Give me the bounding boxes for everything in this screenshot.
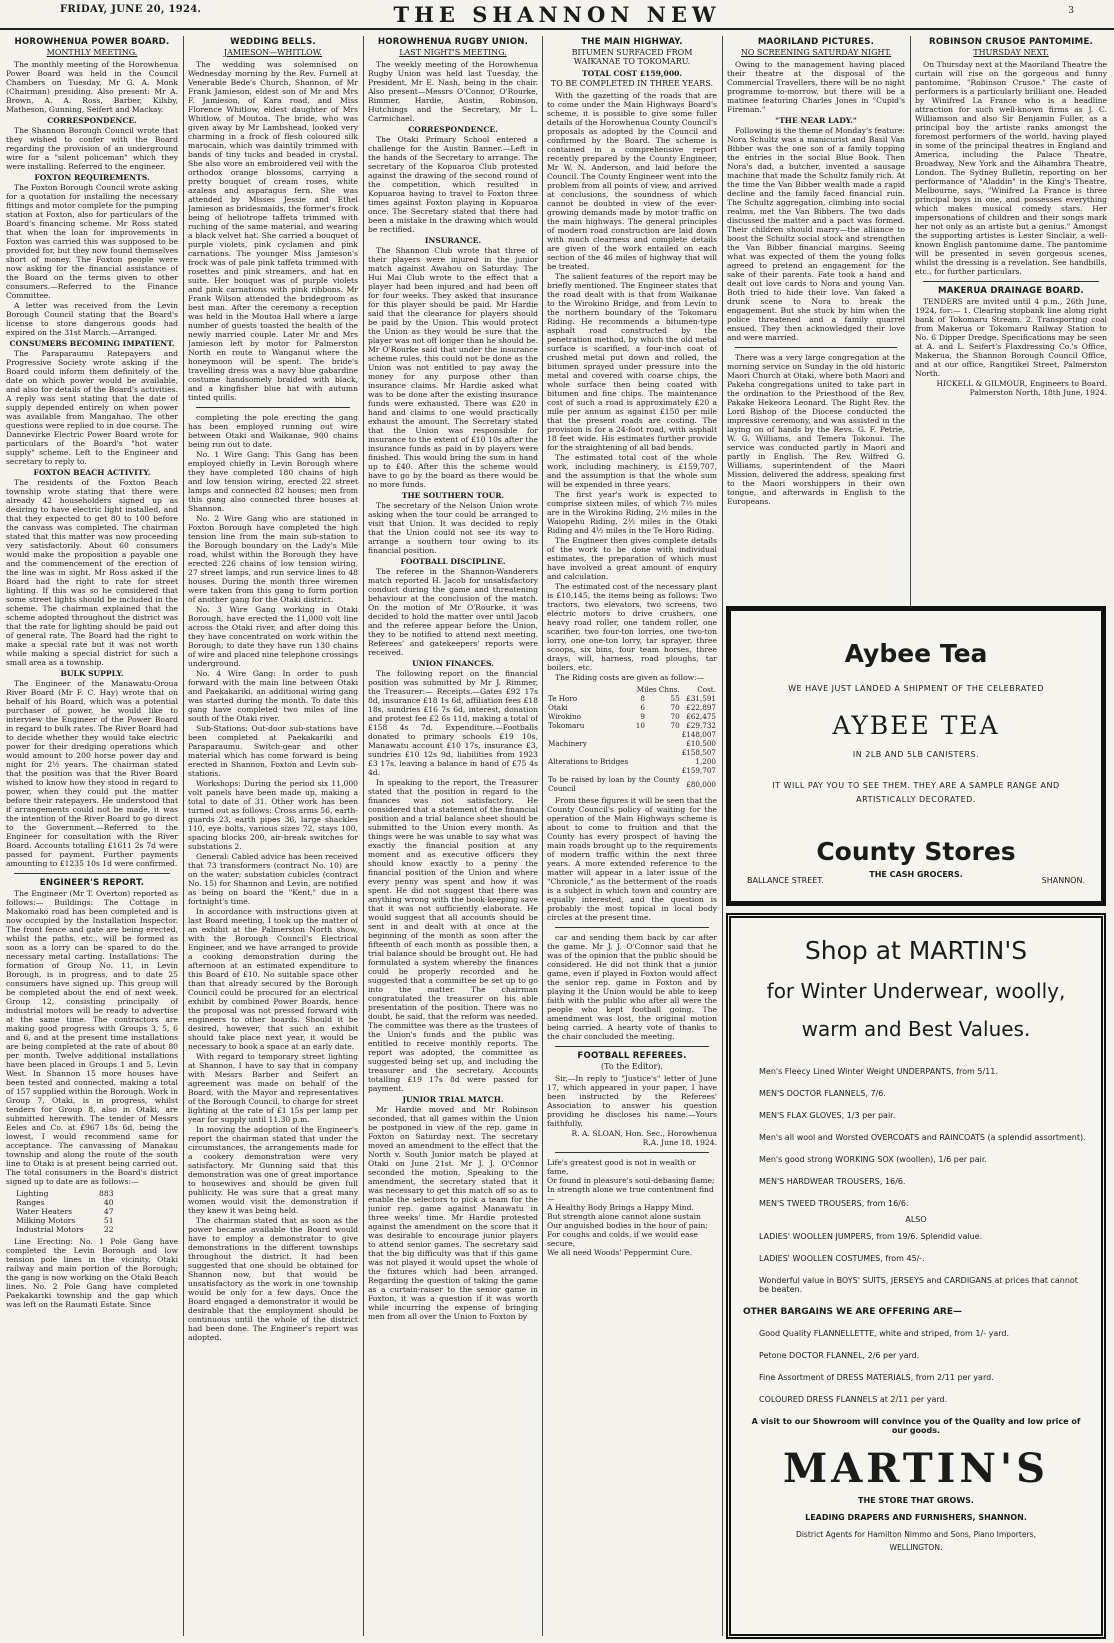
paragraph: The salient features of the report may be briefly mentioned. The Engineer states that the road dealt with is that from Waikanae to the Wirokino Bridge, and from Levin to the northern boundary of the Tokomaru Riding. He recommends a bitumen-type asphalt road constructed by the penetration method, by which the old metal surface is scarified, a four-inch coat of crushed metal put down and rolled, the bitumen sprayed under pressure into the metal and covered with coarse chips, the whole surface then being coated with bitumen and fine chips. The maintenance cost of such a road is approximately £20 a mile per annum as against £150 per mile that the present roads are costing. The provision is for a 24-foot road, with asphalt 18 feet wide. His estimates further provide for the straightening of all bad bends.	[547, 272, 717, 452]
table-row: £158,507	[681, 748, 716, 757]
store-name: County Stores	[816, 837, 1016, 866]
paragraph: Sub-Stations: Out-door sub-stations have been completed at Paekakariki and Paraparaumu. Switch-gear and other material which has come forward is being erected in Shannon, Foxton and Levin sub-stations.	[188, 724, 358, 778]
table-row: Lighting 883	[16, 1189, 114, 1198]
divider	[196, 407, 350, 408]
subheadline: JAMIESON—WHITLOW.	[223, 48, 323, 57]
signature-line: R. A. SLOAN, Hon. Sec., Horowhenua R.A. June 18, 1924.	[571, 1129, 717, 1147]
divider	[555, 1152, 709, 1153]
paragraph: The estimated total cost of the whole work, including machinery, is £159,707, and the assumption is that the whole sum will be expended in three years.	[547, 453, 717, 489]
paragraph: The referee in the Shannon-Wanderers match reported H. Jacob for unsatisfactory conduct during the game and threatening behaviour at the conclusion of the match. On the motion of Mr O'Rourke, it was decided to hold the matter over until Jacob and the referee appear before the Union, they to be notified to attend next meeting. Referees' and gatekeepers' reports were received.	[368, 567, 538, 657]
paragraph: completing the pole erecting the gang has been employed running out wire between Otaki and Waikanae, 900 chains being run out to date.	[188, 413, 358, 449]
subheadline: LAST NIGHT'S MEETING.	[399, 48, 507, 57]
paragraph: Mr Hardie moved and Mr Robinson seconded, that all games within the Union be postponed in view of the rep. game in Foxton on Saturday next. The secretary moved an amendment to the effect that the North v. South Junior match be played at Otaki on June 21st. Mr J. J. O'Connor seconded the motion. Speaking to the amendment, the secretary stated that it was necessary to get this match off so as to enable the selectors to pick a team for the junior rep. game against Manawatu in three weeks' time. Mr Hardie protested against the amendment on the score that it was desirable to encourage junior players to attend senior games. The secretary said that the big difficulty was that if this game was not played it would upset the whole of the fixtures which had been arranged. Regarding the question of taking the game as a curtain-raiser to the senior game in Foxton, it was a question if it was worth while incurring the expense of bringing men from all over the Union to Foxton by	[368, 1105, 538, 1321]
paragraph: Line Erecting: No. 1 Pole Gang have completed the Levin Borough and low tension pole lines in the vicinity, Otaki railway and main portion of the Borough; the gang is now working on the Otaki Beach lines. No. 2 Pole Gang have completed Paekakariki township and the gap which was left on the Raumati Estate. Since	[6, 1237, 178, 1309]
paragraph: A letter was received from the Levin Borough Council stating that the Board's license to store dangerous goods had expired on the 31st March.—Arranged.	[6, 301, 178, 337]
paragraph: No. 3 Wire Gang working in Otaki Borough, have erected the 11,000 volt line across the Otaki river, and after doing this they have concentrated on work within the Borough; to date they have run 130 chains of wire and placed nine telephone crossings underground.	[188, 605, 358, 668]
subheadline: BITUMEN SURFACED FROM WAIKANAE TO TOKOMARU.	[571, 48, 693, 66]
list-item: LADIES' WOOLLEN COSTUMES, from 45/-.	[759, 1254, 925, 1263]
signature-line: HICKELL & GILMOUR, Engineers to Board. Palmerston North, 18th June, 1924.	[936, 379, 1107, 397]
masthead	[0, 0, 1114, 30]
subheadline: THURSDAY NEXT.	[973, 48, 1049, 57]
article-main-highway	[547, 36, 717, 1636]
verse-line: For coughs and colds, if we would ease secure,	[547, 1230, 698, 1248]
paragraph: The chairman stated that as soon as the power became available the Board would have to employ a demonstrator to give demonstrations in the different townships throughout the district. It had been suggested that one should be obtained for Shannon now, but that would be unsatisfactory as the work in one township would be only for a few days. Once the Board engaged a demonstrator it would be desirable that the employment should be continuous until the whole of the district had been done. The Engineer's report was adopted.	[188, 1216, 358, 1342]
street: BALLANCE STREET.	[747, 876, 824, 885]
product-list	[743, 1067, 1089, 1208]
paragraph: The estimated cost of the necessary plant is £10,145, the items being as follows: Two tractors, two elevators, two screens, two electric motors to drive crushers, one heavy road roller, one tandem roller, one scarifier, two four-ton lorries, one two-ton lorry, one one-ton lorry, tar sprayer, three scoops, six bins, four team horses, three drays, will, harness, road ploughs, tar boilers, etc.	[547, 582, 717, 672]
column-rule	[910, 36, 911, 606]
verse-line: Our anguished bodies in the hour of pain;	[547, 1221, 708, 1230]
paragraph: No. 2 Wire Gang who are stationed in Foxton Borough have completed the high tension line from the main sub-station to the Borough boundary on the Lady's Mile road, whilst within the Borough they have erected 226 chains of low tension wiring, 27 street lamps, and run service lines to 48 houses. During the month three wiremen were taken from this gang to form portion of another gang for the Otaki district.	[188, 514, 358, 604]
section-label: ALSO	[905, 1215, 927, 1224]
paragraph: With the gazetting of the roads that are to come under the Main Highways Board's scheme, it is possible to give some fuller details of the Horowhenua County Council's proposals as adopted by the Council and confirmed by the Board. The scheme is contained in a comprehensive report recently prepared by the County Engineer, Mr W. N. Anderson, and laid before the Council. The County Engineer went into the problem from all points of view, and arrived at conclusions, the soundness of which cannot be doubted in view of the ever-growing demands made by motor traffic on the main highways. The general principles of modern road construction are laid down with much clearness and complete details are given of the work entailed on each section of the 46 miles of highway that will be treated.	[547, 91, 717, 271]
divider	[555, 1046, 709, 1047]
newspaper-title: THE SHANNON NEW	[393, 2, 721, 27]
section-head: CORRESPONDENCE.	[408, 125, 498, 134]
article-wedding	[188, 36, 358, 1636]
list-item: Wonderful value in BOYS' SUITS, JERSEYS and CARDIGANS at prices that cannot be beaten.	[759, 1276, 1078, 1294]
divider	[735, 347, 897, 348]
verse-line: A Healthy Body Brings a Happy Mind.	[547, 1203, 694, 1212]
article-pantomime	[915, 36, 1107, 601]
column-rule	[722, 36, 723, 1636]
table-row: £159,707	[681, 766, 716, 775]
paragraph: General: Cabled advice has been received that 73 transformers (contract No. 10) are on the water; substation cubicles (contract No. 15) for Shannon and Levin, are notified as being on board the "Kent," due in a fortnight's time.	[188, 852, 358, 906]
subheadline: (To the Editor).	[601, 1062, 663, 1071]
list-item: Petone DOCTOR FLANNEL, 2/6 per yard.	[759, 1351, 920, 1360]
column-rule	[363, 36, 364, 1636]
list-item: MEN'S HARDWEAR TROUSERS, 16/6.	[759, 1177, 906, 1186]
section-head: FOXTON REQUIREMENTS.	[34, 173, 150, 182]
paragraph: There was a very large congregation at the morning service on Sunday in the old historic Maori Church at Otaki, where both Maori and Pakeha congregations united to take part in the ordination to the Priesthood of the Rev. Pakake Hekeora Leonard. The Right Rev. the Lord Bishop of the Diocese conducted the impressive ceremony, and was assisted in the laying on of hands by the Revs. G. F. Petrie, W. G. Williams, and Temera Tokonui. The service was conducted partly in Maori and partly in English. The Rev. Wilfred G. Williams, superintendent of the Maori Mission, delivered the address, speaking first to the Maori worshippers in their own tongue, and afterwards in English to the Europeans.	[727, 353, 905, 506]
paragraph: Workshops: During the period six 11,000 volt panels have been made up, making a total to date of 31. Other work has been turned out as follows: Cross arms 56, earth-guards 23, earth pipes 36, large shackles 110, eye bolts, various sizes 72, stays 100, spacing blocks 200, air-break switches for substations 2.	[188, 779, 358, 851]
subheadline: NO SCREENING SATURDAY NIGHT.	[740, 48, 892, 57]
table-row: Tokomaru 10 70 £29,732	[548, 721, 716, 730]
section-head: JUNIOR TRIAL MATCH.	[402, 1095, 504, 1104]
store-tagline: THE CASH GROCERS.	[869, 870, 963, 879]
list-item: LADIES' WOOLLEN JUMPERS, from 19/6. Splendid value.	[759, 1232, 983, 1241]
headline: HOROWHENUA POWER BOARD.	[14, 37, 170, 47]
list-item: Fine Assortment of DRESS MATERIALS, from 2/11 per yard.	[759, 1373, 994, 1382]
table-row: Te Horo 8 55 £31,591	[548, 694, 716, 703]
article-power-board	[6, 36, 178, 1636]
product-list	[743, 1232, 1089, 1294]
ad-text: LEADING DRAPERS AND FURNISHERS, SHANNON.	[805, 1513, 1027, 1522]
paragraph: Sir,—In reply to "Justice's" letter of June 17, which appeared in your paper, I have been instructed by the Referees' Association to answer his question providing he discloses his name.—Yours faithfully,	[547, 1074, 717, 1128]
article-maoriland-pictures	[727, 36, 905, 601]
subheadline: MONTHLY MEETING.	[46, 48, 138, 57]
town: SHANNON.	[1041, 876, 1085, 885]
list-item: MEN'S TWEED TROUSERS, from 16/6.	[759, 1199, 909, 1208]
table-row: Ranges 40	[16, 1198, 114, 1207]
verse-line: In strength alone we true contentment find—	[547, 1185, 714, 1203]
paragraph: The Engineer of the Manawatu-Oroua River Board (Mr F. C. Hay) wrote that on behalf of his Board, which was a potential purchaser of power, he would like to interview the Engineer of the Power Board in regard to bulk rates. The River Board had to decide whether they would take electric power for their dredging operations which would amount to 200 horse power day and night for 2½ years. The chairman stated that the position was that the River Board wished to know how they stood in regard to power, when they could put the matter before their ratepayers. He understood that if arrangements could not be made, it was the intention of the River Board to go direct to the Government.—Referred to the Engineer for consultation with the River Board. Accounts totalling £1611 2s 7d were passed for payment. Further payments amounting to £1235 10s 1d were confirmed.	[6, 679, 178, 868]
paragraph: The weekly meeting of the Horowhenua Rugby Union was held last Tuesday, the President, Mr E. Nash, being in the chair. Also present—Messrs O'Connor, O'Rourke, Rimmer, Hardie, Austin, Robinson, Hutchings and the Secretary, Mr L. Carmichael.	[368, 60, 538, 123]
paragraph: No. 1 Wire Gang: This Gang has been employed chiefly in Levin Borough where they have completed 180 chains of high and low tension wiring, erected 22 street lamps and connected 82 houses; men from this gang also connected three houses at Shannon.	[188, 450, 358, 513]
paragraph: The Shannon Club wrote that three of their players were injured in the junior match against Awahou on Saturday. The Hui Mai Club wrote to the effect that a player had been injured and had been off for four weeks. They asked that insurance for this player should be paid. Mr Hardie said that the clearance for players should be paid by the Union. This would protect the Union as they would be sure that the player was not off longer than he should be. Mr O'Rourke said that under the insurance scheme rules, this could not be done as the Union was not entitled to pay away the money for any purpose other than insurance claims. Mr Hardie asked what was to be done after the existing insurance funds were exhausted. There was £20 in hand and claims to one would practically exhaust the amount. The Secretary stated that the Union was responsible for insurance to the extent of £10 10s after the insurance funds as paid in by players were finished. This would bring the sum in hand up to £40. After this the scheme would have to go by the board as there would be no more funds.	[368, 246, 538, 489]
headline: ENGINEER'S REPORT.	[39, 878, 145, 888]
section-head: CONSUMERS BECOMING IMPATIENT.	[9, 339, 175, 348]
headline: MAORILAND PICTURES.	[757, 37, 875, 47]
ad-text: WE HAVE JUST LANDED A SHIPMENT OF THE CELEBRATED	[788, 684, 1044, 693]
paragraph: In accordance with instructions given at last Board meeting, I took up the matter of an exhibit at the Palmerston North show, with the Borough Council's Electrical Engineer, and we have arranged to provide a cooking demonstration during the afternoon at an estimated expenditure to this Board of £10. No suitable space other than that already secured by the Borough Council could be procured for an electrical exhibit by combined Power Boards, hence the proposal was not pressed forward with engineers to other boards. Should it be desired, however, that such an exhibit should take place next year, it would be necessary to book a space at an early date.	[188, 907, 358, 1051]
list-item: MEN'S FLAX GLOVES, 1/3 per pair.	[759, 1111, 896, 1120]
verse-line: Or found in pleasure's soul-debasing flame;	[547, 1176, 715, 1185]
section-head: FOOTBALL DISCIPLINE.	[400, 557, 506, 566]
list-item: MEN'S DOCTOR FLANNELS, 7/6.	[759, 1089, 886, 1098]
divider	[14, 873, 170, 874]
paragraph: The Shannon Borough Council wrote that they wished to confer with the Board regarding the provision of an underground wire for a "silent policeman" which they were installing. Referred to the engineer.	[6, 126, 178, 171]
table-row: Otaki 6 70 £22,897	[548, 703, 716, 712]
section-head: THE SOUTHERN TOUR.	[401, 491, 505, 500]
paragraph: Following is the theme of Monday's feature: Nora Schultz was a manicurist and Basil Van Bibber was the one son of a family topping the entries in the social Blue Book. Then Nora's dad, a butcher, invented a sausage machine that made the Schultz family rich. At the time the Van Bibber wealth made a rapid decline and the family faced financial ruin. The Schultz aggregation, climbing into social realms, met the Van Bibbers. The two dads discussed the matter and a pact was formed. Their children should marry—the alliance to boost the Schultz social stock and strengthen the Van Bibber financial margins. Seeing what was expected of them the young folks agreed to pretend an engagement for the sake of their parents. Fate took a hand and dealt out love cards to Nora and young Van. Both tried to hide their love. Van faked a drunk scene to Nora to break the engagement. But she stuck by him when the police threatened and a family quarrel ensued. They then acknowledged their love and were married.	[727, 126, 905, 342]
verse-line: But strength alone cannot alone sustain	[547, 1212, 701, 1221]
section-head: TOTAL COST £159,000.	[581, 69, 683, 78]
list-item: Men's good strong WORKING SOX (woollen), 1/6 per pair.	[759, 1155, 987, 1164]
headline: THE MAIN HIGHWAY.	[581, 37, 683, 47]
section-head: BULK SUPPLY.	[60, 669, 124, 678]
martins-ad	[726, 913, 1106, 1639]
paragraph: In speaking to the report, the Treasurer stated that the position in regard to the finances was not satisfactory. He considered that a statement of the financial position and a trial balance sheet should be submitted to the Union every month. As things were he was unable to say what was exactly the financial position at any moment and as executive officers they should know exactly to a penny the financial position of the Union and where every penny was spent and how it was spent. He did not suggest that there was anything wrong with the book-keeping save that it was not sufficiently elaborate. He would suggest that all accounts should be sent in and dealt with at once at the beginning of the month as soon after the fifteenth of each month as possible then, a trial balance should be brought out. He had formulated a system whereby the finances could be properly recorded and he suggested that a committee be set up to go into the matter. The chairman congratulated the treasurer on his able presentation of the position. There was no doubt, he said, that the reform was needed. The committee was there as the trustees of the Union's funds and the public was entitled to receive monthly reports. The report was adopted, the committee as suggested being set up, and including the treasurer and the secretary. Accounts totalling £19 17s 8d were passed for payment.	[368, 778, 538, 1093]
page-number: 3	[1068, 6, 1074, 16]
divider	[555, 927, 709, 928]
table-row: £148,007	[681, 730, 716, 739]
section-head: FOXTON BEACH ACTIVITY.	[33, 468, 151, 477]
table-row: Milking Motors 51	[16, 1216, 114, 1225]
section-head: INSURANCE.	[424, 236, 482, 245]
ad-tagline: for Winter Underwear, woolly,	[766, 979, 1066, 1003]
table-header: Miles Chns. Cost.	[636, 685, 716, 694]
ad-text: IN 2LB AND 5LB CANISTERS.	[852, 750, 980, 759]
paragraph: The Engineer (Mr T. Overton) reported as follows:— Buildings: The Cottage in Makomako road has been completed and is now occupied by the Installation Inspector. The front fence and gate are being erected, whilst the paths, etc., will be formed as soon as a lorry can be spared to do the necessary metal carting. Installations: The formation of Group No. 11, in Levin Borough, is in progress, and to date 25 consumers have signed up. This group will be completed about the end of next week. Group 12, consisting principally of industrial motors will be ready to advertise at the same time. The contractors are making good progress with Groups 3, 5, 6 and 6, and at the present time installations are being completed at the rate of about 80 per month. Twelve additional installations have been placed in Groups 1 and 5, Levin West. In Shannon 15 more houses have been tested and connected, making a total of 157 supplied within the Borough. Work in Group 7, Otaki, is in progress, whilst tenders for Group 8, also in Otaki, are submitted herewith. The tender of Messrs Eeles and Co. at £967 18s 6d, being the lowest, I would recommend same for acceptance. The canvassing of Manakau township and along the route of the south line to Otaki is at present being carried out. The total consumers in the Board's district signed up to date are as follows:—	[6, 889, 178, 1186]
paragraph: TENDERS are invited until 4 p.m., 26th June, 1924, for:— 1. Clearing stopbank line along right bank of Tokomaru Stream. 2. Transporting coal from Makerua or Tokomaru Railway Station to No. 6 Dipper Dredge. Specifications may be seen at A. and L. Seifert's Flaxdressing Co.'s Office, Makerua, the Shannon Borough Council Office, and at our office, Rangitikei Street, Palmerston North.	[915, 297, 1107, 378]
paragraph: The wedding was solemnised on Wednesday morning by the Rev. Furnell at Venerable Bede's Church, Shannon, of Mr Frank Jamieson, eldest son of Mr and Mrs F. Jamieson, of Kara road, and Miss Florence Whitlow, eldest daughter of Mrs Whitlow, of Moutoa. The bride, who was given away by Mr Lambshead, looked very charming in a frock of flesh coloured silk marocain, which was daintily trimmed with bands of tiny tucks and beaded in crystal. She also wore an embroidered veil with the orthodox orange blossoms, carrying a pretty bouquet of cream roses, white azaleas and asparagus fern. She was attended by Misses Jessie and Ethel Jamieson as bridesmaids, the former's frock being of heliotrope taffeta trimmed with ruching of the same material, and wearing a black velvet hat. She carried a bouquet of purple violets, pink cyclamen and pink carnations. The younger Miss Jamieson's frock was of pale pink taffeta trimmed with rosettes and pink streamers, and hat en suite. Her bouquet was of purple violets and pink carnations with pink ribbons. Mr Frank Wilson attended the bridegroom as best man. After the ceremony a reception was held in the Moutoa Hall where a large number of guests toasted the health of the newly married couple. Later Mr and Mrs Jamieson left by motor for Palmerston North en route to Wanganui where the honeymoon will be spent. The bride's travelling dress was a navy blue gabardine costume handsomely braided with black, and a kingfisher blue hat with autumn tinted quills.	[188, 60, 358, 402]
riding-cost-table	[547, 685, 717, 793]
headline: WEDDING BELLS.	[230, 37, 316, 47]
list-item: Good Quality FLANNELLETTE, white and striped, from 1/- yard.	[759, 1329, 1010, 1338]
column-rule	[542, 36, 543, 1636]
paragraph: The monthly meeting of the Horowhenua Power Board was held in the Council Chambers on Tuesday, Mr G. A. Monk (Chairman) presiding. Also present: Mr A. Brown, A. A. Ross, Barber, Kilsby, Matheson, Gunning, Seifert and Mackay.	[6, 60, 178, 114]
table-row: Wirokino 9 70 £62,475	[548, 712, 716, 721]
headline: HOROWHENUA RUGBY UNION.	[377, 37, 529, 47]
column-rule	[183, 36, 184, 1636]
ad-title: Shop at MARTIN'S	[804, 936, 1028, 965]
section-head: CORRESPONDENCE.	[47, 116, 137, 125]
ad-text: A visit to our Showroom will convince you of the Quality and low price of our goods.	[751, 1417, 1081, 1435]
ad-text: District Agents for Hamilton Nimmo and Sons, Piano Importers,	[795, 1530, 1037, 1539]
consumer-stats-table	[16, 1189, 118, 1234]
paragraph: The Engineer then gives complete details of the work to be done with individual estimates, the preparation of which must have involved a great amount of enquiry and calculation.	[547, 536, 717, 581]
paragraph: The first year's work is expected to comprise sixteen miles, of which 7½ miles are in the Wirokino Riding, 2½ miles in the Waiopehu Riding, 2½ miles in the Otaki Riding and 4½ miles in the Te Horo Riding.	[547, 490, 717, 535]
ad-title: Aybee Tea	[844, 639, 988, 668]
aybee-tea-ad	[726, 606, 1106, 906]
table-row: Water Heaters 47	[16, 1207, 114, 1216]
paragraph: The Riding costs are given as follow:—	[555, 673, 705, 682]
divider	[923, 281, 1099, 282]
paragraph: No. 4 Wire Gang: In order to push forward with the main line between Otaki and Paekakariki, an additional wiring gang was started during the month. To date this gang have completed two miles of line south of the Otaki river.	[188, 669, 358, 723]
ad-text: WELLINGTON.	[889, 1543, 943, 1552]
table-row: Alterations to Bridges 1,200	[548, 757, 716, 766]
subheadline: TO BE COMPLETED IN THREE YEARS.	[550, 79, 714, 88]
headline: ROBINSON CRUSOE PANTOMIME.	[929, 37, 1093, 47]
ad-text: IT WILL PAY YOU TO SEE THEM. THEY ARE A SAMPLE RANGE AND ARTISTICALLY DECORATED.	[772, 781, 1060, 804]
headline: MAKERUA DRAINAGE BOARD.	[938, 286, 1084, 296]
paragraph: car and sending them back by car after the game. Mr J. J. O'Connor said that he was of the opinion that the public should be considered. He did not think that a junior game, even if played in Foxton would affect the senior rep. game in Foxton and by playing it the Union would be able to keep faith with the public who after all were the people who kept football going. The amendment was lost, the original motion being carried. A hearty vote of thanks to the chair concluded the meeting.	[547, 933, 717, 1041]
section-head: UNION FINANCES.	[412, 659, 494, 668]
verse	[547, 1158, 717, 1257]
article-rugby-union	[368, 36, 538, 1636]
paragraph: The residents of the Foxton Beach township wrote stating that there were already 42 householders signed up as desiring to have electric light installed, and that they expected to get 80 to 100 before the canvass was completed. The chairman stated that this matter was now proceeding very satisfactorily. About 60 consumers would make the proposition a payable one and the commencement of the erection of the line was in sight. Mr Ross asked if the Board had the right to rate for street lighting. If this was so he considered that some street lights should be included in the scheme. The chairman explained that the scheme adopted throughout the district was that the rate for lighting should be paid out of general rate. The Board had the right to make a special rate but it was not worth while making a special district for such a small area as a township.	[6, 478, 178, 667]
paragraph: The Otaki Primary School entered a challenge for the Austin Banner.—Left in the hands of the Secretary to arrange. The secretary of the Kopuaroa Club protested against the drawing of the second round of the competition, which resulted in Kopuaroa having to travel to Foxton three times against Foxton playing in Kopuaroa once. The Secretary stated that there had been a mistake in the drawing which would be rectified.	[368, 135, 538, 234]
store-tagline: THE STORE THAT GROWS.	[858, 1496, 974, 1505]
table-row: Industrial Motors 22	[16, 1225, 114, 1234]
ad-title: AYBEE TEA	[832, 711, 1000, 740]
list-item: Men's all wool and Worsted OVERCOATS and RAINCOATS (a splendid assortment).	[759, 1133, 1086, 1142]
verse-line: We all need Woods' Peppermint Cure.	[547, 1248, 693, 1257]
store-address	[747, 876, 1085, 885]
verse-line: Life's greatest good is not in wealth or fame,	[547, 1158, 696, 1176]
headline: FOOTBALL REFEREES.	[577, 1051, 687, 1061]
paragraph: In moving the adoption of the Engineer's report the chairman stated that under the circumstances, the arrangements made for a cookery demonstration were very satisfactory. Mr Gunning said that this demonstration was one of great importance to housewives and should be given full publicity. He was sure that a great many women would visit the demonstration if they knew it was being held.	[188, 1125, 358, 1215]
list-item: COLOURED DRESS FLANNELS at 2/11 per yard.	[759, 1395, 948, 1404]
section-label: OTHER BARGAINS WE ARE OFFERING ARE—	[743, 1307, 962, 1317]
paragraph: Owing to the management having placed their theatre at the disposal of the Commercial Travellers, there will be no night programme to-morrow, but there will be a matinee featuring Charles Jones in "Cupid's Fireman."	[727, 60, 905, 114]
paragraph: From these figures it will be seen that the County Council's policy of waiting for the operation of the Main Highways scheme is about to come to fruition and that the County has every prospect of having the main roads brought up to the requirements of modern traffic within the next three years. A more extended reference to the matter will appear in a later issue of the "Chronicle," as the betterment of the roads is a subject in which town and country are equally interested, and the question is probably the most topical in local body circles at the present time.	[547, 796, 717, 922]
ad-tagline: warm and Best Values.	[801, 1017, 1031, 1041]
issue-date: FRIDAY, JUNE 20, 1924.	[60, 4, 202, 15]
paragraph: The Foxton Borough Council wrote asking for a quotation for installing the necessary fittings and motor complete for the pumping station at Foxton, also for particulars of the Board's financing scheme. Mr Ross stated that when the loan for improvements in Foxton was carried this was supposed to be provided for, but they now found themselves short of money. The Foxton people were now asking for the financial assistance of the Board on the terms given to other consumers.—Referred to the Finance Committee.	[6, 183, 178, 300]
store-name: MARTIN'S	[782, 1445, 1050, 1492]
paragraph: The following report on the financial position was submitted by Mr J. Rimmer, the Treasurer:— Receipts.—Gates £92 17s 8d, insurance £18 1s 6d, affiliation fees £18 18s, sundries £16 7s 6d, interest, donation and protest fee £2 6s 11d, making a total of £158 4s 7d. Expenditure.—Footballs donated to primary schools £19 10s, Manawatu account £10 17s, insurance £3, sundries £10 12s 9d, liabilities from 1923 £3 17s, leaving a balance in hand of £75 4s 4d.	[368, 669, 538, 777]
product-list	[743, 1329, 1089, 1404]
paragraph: The secretary of the Nelson Union wrote asking when the tour could be arranged to visit that Union. It was decided to reply that the Union could not see its way to arrange a southern tour owing to its financial position.	[368, 501, 538, 555]
paragraph: On Thursday next at the Maoriland Theatre the curtain will rise on the gorgeous and funny pantomime, "Robinson Crusoe." The caste of performers is a particularly brilliant one. Headed by Winifred La France who is a headline attraction for such well-known firms as J. C. Williamson and also Sir Benjamin Fuller, as a principal boy the artiste ranks amongst the foremost performers of the world, having played in some of the principal theatres in England and America, including the Palace Theatre, Broadway, New York and the Alhambra Theatre, London. The Sydney Bulletin, reporting on her performance of "Aladdin" in the King's Theatre, Melbourne, says, "Winifred La France is three principal boys in one, and possesses everything which makes musical comedy stars. Her impersonations of children and their songs mark her not only as an artiste but a genius." Amongst the supporting artistes is Lester Sinclair, a well-known English pantomime dame. The pantomime will be presented in seven gorgeous scenes, whilst the dressing is a revelation. See handbills, etc., for further particulars.	[915, 60, 1107, 276]
list-item: Men's Fleecy Lined Winter Weight UNDERPANTS, from 5/11.	[759, 1067, 998, 1076]
paragraph: With regard to temporary street lighting at Shannon, I have to say that in company with Messrs Barber and Seifert an agreement was made on behalf of the Board, with the Mayor and representatives of the Borough Council, to charge for street lighting at the rate of £1 15s per lamp per year for supply until 11.30 p.m.	[188, 1052, 358, 1124]
table-row: To be raised by loan by the County Council £80,000	[548, 775, 716, 793]
paragraph: The Paraparaumu Ratepayers and Progressive Society wrote asking if the Board could inform them definitely of the date on which power would be available, and also for details of the Board's activities. A reply was sent stating that the date of supply depended entirely on when power was available from Mangahao. The other questions were replied to in due course. The Dannevirke Electric Power Board wrote for particulars of the Board's "hot water supply" scheme. Left to the Engineer and secretary to reply to.	[6, 349, 178, 466]
table-row: Machinery £10,500	[548, 739, 716, 748]
section-head: "THE NEAR LADY."	[775, 116, 857, 125]
